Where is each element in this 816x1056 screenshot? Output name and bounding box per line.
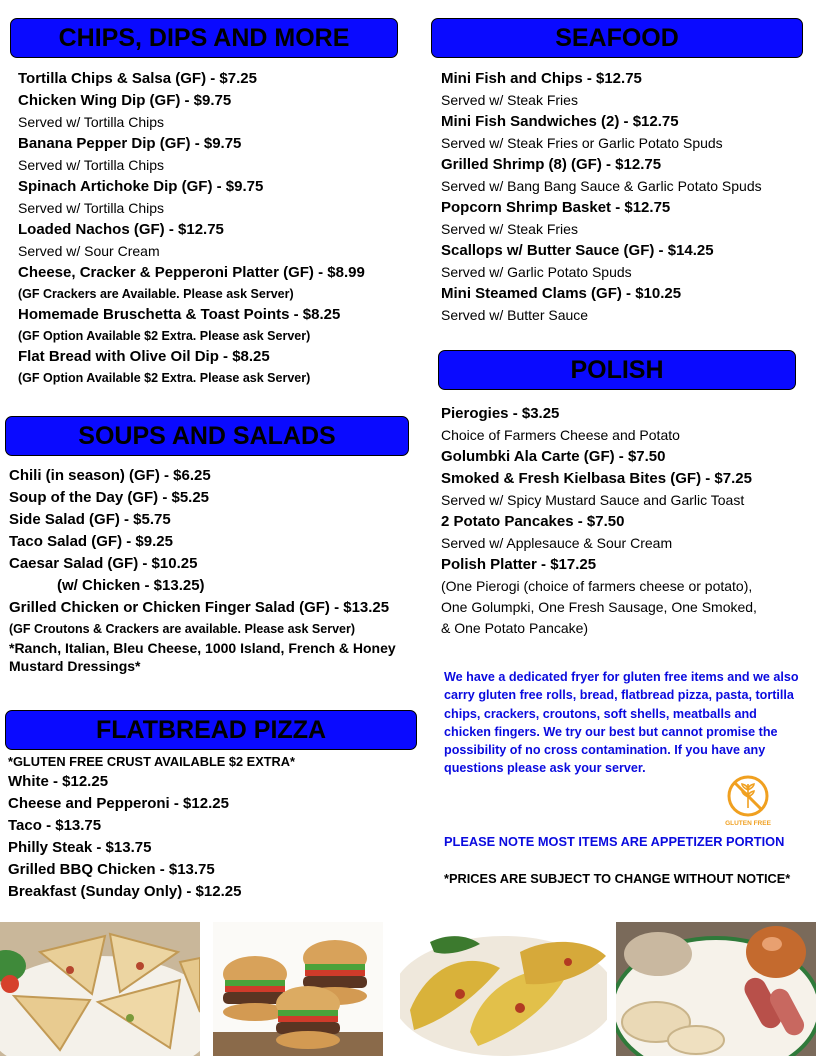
seafood-menu-line: Scallops w/ Butter Sauce (GF) - $14.25: [441, 242, 714, 259]
seafood-menu-line: Popcorn Shrimp Basket - $12.75: [441, 199, 671, 216]
flatbread-menu-line: White - $12.25: [8, 773, 109, 790]
polish-menu-line: Golumbki Ala Carte (GF) - $7.50: [441, 448, 666, 465]
chips-menu-line: Spinach Artichoke Dip (GF) - $9.75: [18, 178, 264, 195]
soups-menu-line: (GF Croutons & Crackers are available. Please ask Server): [9, 622, 356, 636]
seafood-menu-line: Served w/ Steak Fries or Garlic Potato Spuds: [441, 135, 723, 151]
polish-platter-photo: [616, 922, 816, 1056]
chips-menu-line: (GF Option Available $2 Extra. Please ask Server): [18, 371, 311, 385]
polish-heading: POLISH: [438, 350, 796, 390]
chips-menu-line: Chicken Wing Dip (GF) - $9.75: [18, 92, 232, 109]
seafood-menu-line: Mini Steamed Clams (GF) - $10.25: [441, 285, 682, 302]
portion-note: PLEASE NOTE MOST ITEMS ARE APPETIZER PORTION: [444, 834, 785, 849]
soups-menu-line: Caesar Salad (GF) - $10.25: [9, 555, 198, 572]
gluten-free-note: We have a dedicated fryer for gluten free items and we also carry gluten free rolls, bread, flatbread pizza, pasta, tortilla chips, crackers, croutons, soft shells, meatballs and chicken fingers. We try our best but cannot promise the possibility of no cross contamination. If you have any questions please ask your server.: [444, 670, 799, 776]
soups-menu-list: [9, 465, 421, 675]
soups-menu-line: Soup of the Day (GF) - $5.25: [9, 489, 210, 506]
flatbread-heading: FLATBREAD PIZZA: [5, 710, 417, 750]
gluten-free-logo: [720, 768, 776, 832]
soups-heading: SOUPS AND SALADS: [5, 416, 409, 456]
chips-menu-line: Flat Bread with Olive Oil Dip - $8.25: [18, 348, 270, 365]
seafood-menu-line: Served w/ Steak Fries: [441, 92, 578, 108]
flatbread-menu-line: Taco - $13.75: [8, 817, 102, 834]
flatbread-menu-line: Philly Steak - $13.75: [8, 839, 152, 856]
seafood-menu-line: Grilled Shrimp (8) (GF) - $12.75: [441, 156, 662, 173]
seafood-menu-line: Served w/ Bang Bang Sauce & Garlic Potato Spuds: [441, 178, 762, 194]
logo-text: GLUTEN FREE: [725, 820, 771, 827]
flatbread-menu-line: Breakfast (Sunday Only) - $12.25: [8, 883, 242, 900]
polish-menu-line: (One Pierogi (choice of farmers cheese or potato),: [441, 578, 753, 594]
soups-menu-line: Side Salad (GF) - $5.75: [9, 511, 171, 528]
soups-menu-line: Grilled Chicken or Chicken Finger Salad (GF) - $13.25: [9, 599, 390, 616]
chips-menu-line: Banana Pepper Dip (GF) - $9.75: [18, 135, 242, 152]
chips-menu-list: [18, 68, 418, 388]
chips-menu-line: Tortilla Chips & Salsa (GF) - $7.25: [18, 70, 257, 87]
soups-menu-line: (w/ Chicken - $13.25): [57, 577, 205, 594]
polish-menu-line: Choice of Farmers Cheese and Potato: [441, 427, 680, 443]
polish-menu-line: & One Potato Pancake): [441, 620, 589, 636]
seafood-menu-line: Mini Fish and Chips - $12.75: [441, 70, 642, 87]
prices-note: *PRICES ARE SUBJECT TO CHANGE WITHOUT NOTICE*: [444, 871, 791, 886]
quesadilla-photo: [0, 922, 200, 1056]
seafood-menu-line: Served w/ Garlic Potato Spuds: [441, 264, 632, 280]
seafood-heading: SEAFOOD: [431, 18, 803, 58]
chips-menu-line: (GF Crackers are Available. Please ask Server): [18, 287, 294, 301]
seafood-menu-line: Served w/ Butter Sauce: [441, 307, 589, 323]
chips-menu-line: Homemade Bruschetta & Toast Points - $8.25: [18, 306, 341, 323]
flatbread-menu-line: Cheese and Pepperoni - $12.25: [8, 795, 229, 812]
chips-heading: CHIPS, DIPS AND MORE: [10, 18, 398, 58]
flatbread-menu-list: [8, 753, 418, 903]
polish-menu-line: 2 Potato Pancakes - $7.50: [441, 513, 625, 530]
soups-menu-line: Taco Salad (GF) - $9.25: [9, 533, 173, 550]
soups-menu-line: *Ranch, Italian, Bleu Cheese, 1000 Island, French & Honey Mustard Dressings*: [9, 640, 396, 674]
polish-menu-line: Served w/ Spicy Mustard Sauce and Garlic Toast: [441, 492, 745, 508]
polish-menu-list: [441, 403, 811, 639]
chips-menu-line: Served w/ Tortilla Chips: [18, 114, 165, 130]
polish-menu-line: Pierogies - $3.25: [441, 405, 560, 422]
polish-menu-line: Served w/ Applesauce & Sour Cream: [441, 535, 673, 551]
polish-menu-line: Smoked & Fresh Kielbasa Bites (GF) - $7.25: [441, 470, 752, 487]
soups-menu-line: Chili (in season) (GF) - $6.25: [9, 467, 211, 484]
sliders-photo: [213, 922, 383, 1056]
seafood-menu-list: [441, 68, 811, 326]
stuffed-peppers-photo: [400, 922, 607, 1056]
polish-menu-line: Polish Platter - $17.25: [441, 556, 597, 573]
polish-menu-line: One Golumpki, One Fresh Sausage, One Smoked,: [441, 599, 757, 615]
flatbread-menu-line: Grilled BBQ Chicken - $13.75: [8, 861, 215, 878]
chips-menu-line: Served w/ Sour Cream: [18, 243, 160, 259]
seafood-menu-line: Mini Fish Sandwiches (2) - $12.75: [441, 113, 679, 130]
gluten-free-icon: [720, 768, 776, 832]
seafood-menu-line: Served w/ Steak Fries: [441, 221, 578, 237]
flatbread-menu-line: *GLUTEN FREE CRUST AVAILABLE $2 EXTRA*: [8, 754, 296, 769]
chips-menu-line: Loaded Nachos (GF) - $12.75: [18, 221, 224, 238]
chips-menu-line: Served w/ Tortilla Chips: [18, 157, 165, 173]
chips-menu-line: Served w/ Tortilla Chips: [18, 200, 165, 216]
chips-menu-line: Cheese, Cracker & Pepperoni Platter (GF) - $8.99: [18, 264, 365, 281]
chips-menu-line: (GF Option Available $2 Extra. Please ask Server): [18, 329, 311, 343]
